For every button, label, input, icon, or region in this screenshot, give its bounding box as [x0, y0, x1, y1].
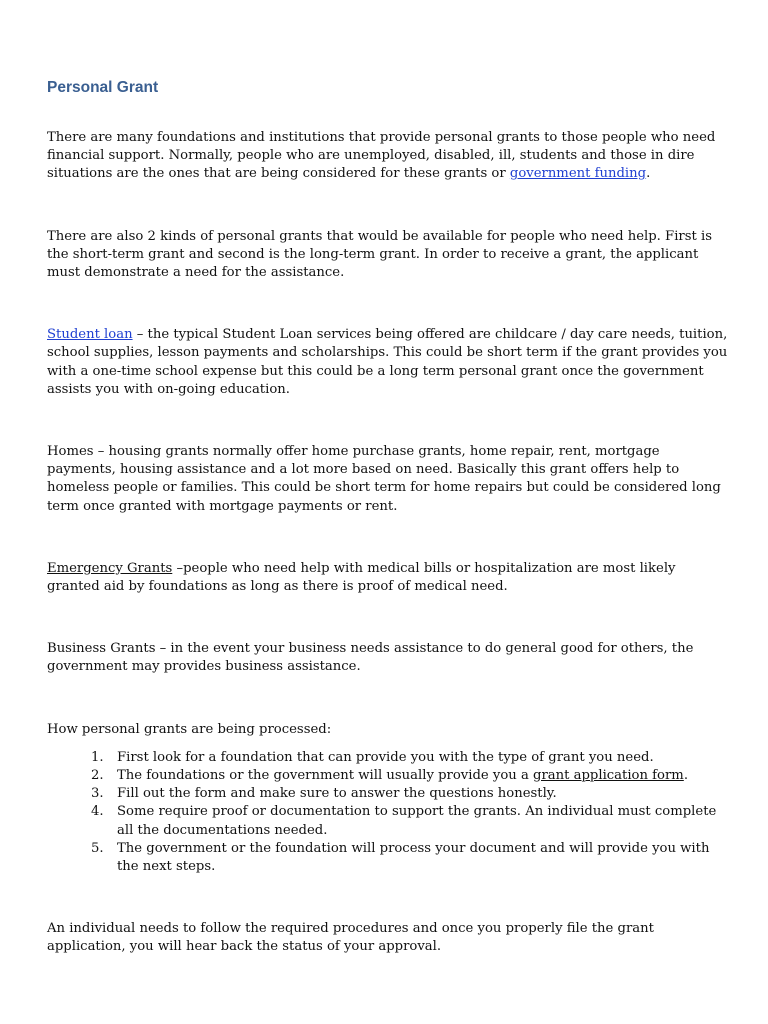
emergency-grants-text: –people who need help with medical bills or hospitalization are most likely granted aid by foundations as long as there is proof of medical need. [47, 560, 676, 595]
list-item-text-end: . [683, 768, 689, 784]
government-funding-link[interactable]: government funding [509, 166, 647, 182]
emergency-grants-heading: Emergency Grants [47, 560, 173, 576]
intro-text-end: . [646, 166, 651, 182]
paragraph-homes: Homes – housing grants normally offer home purchase grants, home repair, rent, mortgage payments, housing assistance and a lot more based on need. Basically this grant offers help to homeless people or families. This could be short term for home repairs but could be considered long term once granted with mortgage payments or rent. [47, 444, 721, 514]
list-item [91, 749, 728, 767]
paragraph-grant-kinds: There are also 2 kinds of personal grants that would be available for people who need help. First is the short-term grant and second is the long-term grant. In order to receive a grant, the applicant must demonstrate a need for the assistance. [47, 228, 712, 281]
list-item-number: 1. [91, 749, 104, 765]
intro-text: There are many foundations and institutions that provide personal grants to those people who need financial support. Normally, people who are unemployed, disabled, ill, students and those in dire situations are the ones that are being considered for these grants or [47, 130, 716, 182]
list-item-number: 5. [91, 840, 104, 856]
list-item-text: The foundations or the government will usually provide you a [117, 768, 534, 784]
paragraph-emergency-grants [47, 560, 728, 596]
list-item-text: Some require proof or documentation to support the grants. An individual must complete all the documentations needed. [117, 804, 717, 838]
student-loan-text: – the typical Student Loan services being offered are childcare / day care needs, tuition, school supplies, lesson payments and scholarships. This could be short term if the grant provides you with a one-time school expense but this could be a long term personal grant once the government assists you with on-going education. [47, 327, 728, 397]
paragraph-intro [47, 129, 728, 184]
list-item [91, 767, 728, 785]
paragraph-business-grants: Business Grants – in the event your business needs assistance to do general good for others, the government may provides business assistance. [47, 641, 694, 675]
list-item-number: 3. [91, 786, 104, 802]
list-item-number: 2. [91, 768, 104, 784]
list-item-text: The government or the foundation will process your document and will provide you with the next steps. [117, 840, 710, 875]
student-loan-link[interactable]: Student loan [47, 327, 133, 343]
process-steps-list [47, 749, 728, 876]
list-item [91, 803, 728, 839]
grant-application-form-text: grant application form [533, 768, 684, 784]
process-intro: How personal grants are being processed: [47, 721, 332, 737]
list-item [91, 840, 728, 876]
list-item-number: 4. [91, 804, 104, 820]
paragraph-student-loan [47, 326, 728, 399]
list-item [91, 785, 728, 803]
list-item-text: Fill out the form and make sure to answer the questions honestly. [117, 786, 557, 802]
paragraph-closing: An individual needs to follow the required procedures and once you properly file the grant application, you will hear back the status of your approval. [47, 921, 654, 955]
page-title: Personal Grant [47, 79, 159, 96]
list-item-text: First look for a foundation that can provide you with the type of grant you need. [117, 749, 654, 765]
